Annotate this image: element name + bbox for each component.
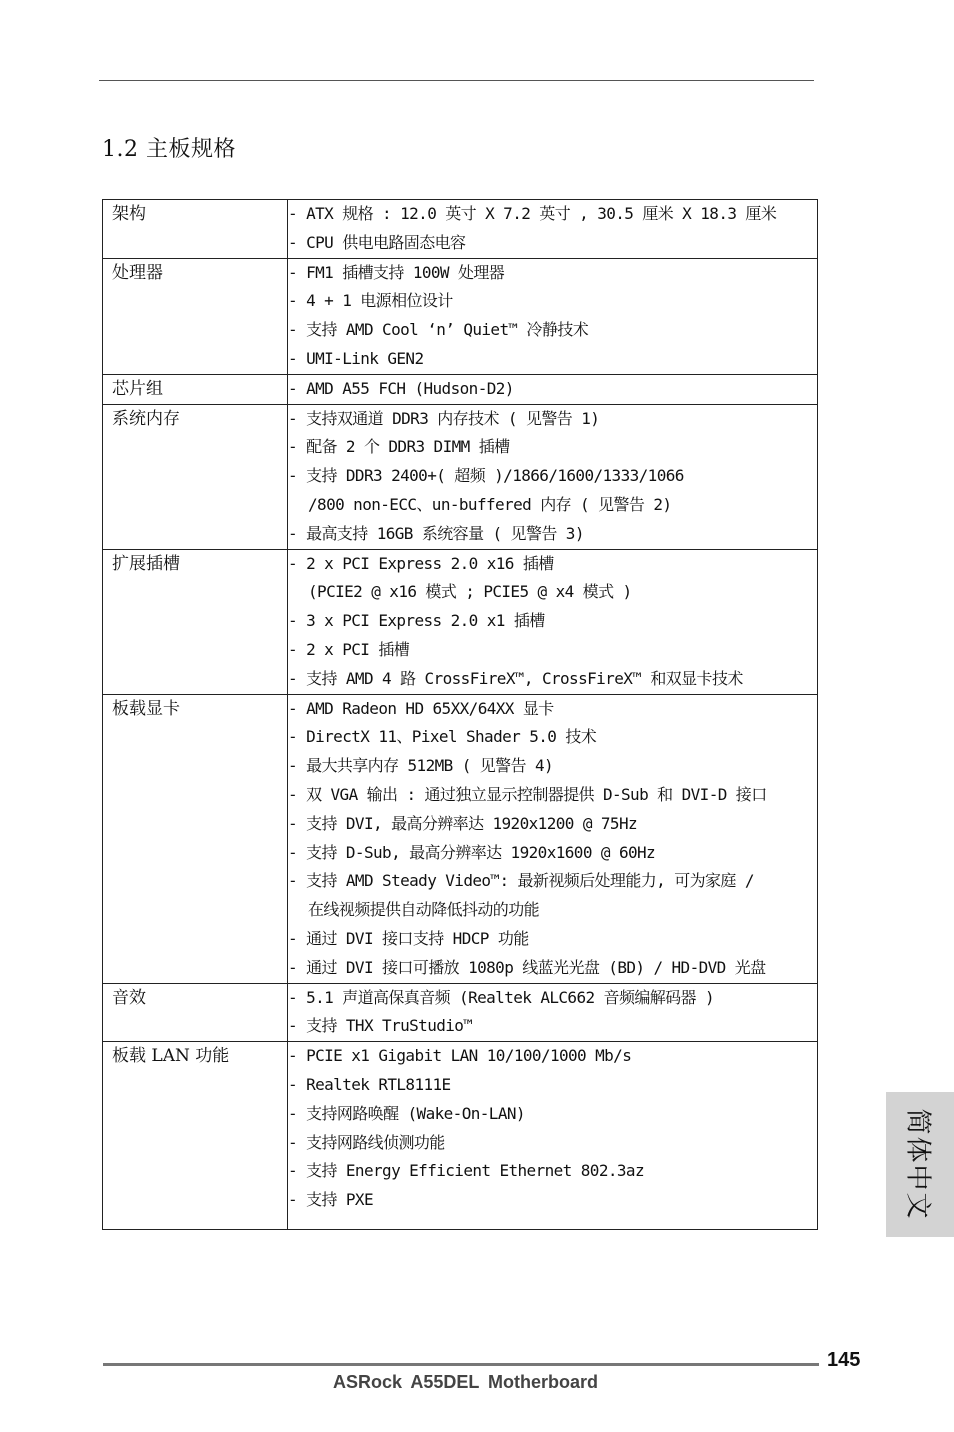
- spec-line: - 支持网路线侦测功能: [288, 1132, 445, 1152]
- spec-row: [103, 374, 818, 404]
- spec-line: - AMD A55 FCH (Hudson-D2): [288, 378, 514, 398]
- spec-line: - AMD Radeon HD 65XX/64XX 显卡: [288, 698, 554, 718]
- spec-row: [103, 694, 818, 983]
- spec-label: 架构: [103, 200, 288, 259]
- spec-row: [103, 1042, 818, 1230]
- spec-line: - 5.1 声道高保真音频 (Realtek ALC662 音频编解码器 ): [288, 987, 715, 1007]
- spec-row: [103, 549, 818, 694]
- spec-content: [288, 983, 818, 1042]
- spec-line: /800 non-ECC、un-buffered 内存 ( 见警告 2): [308, 494, 672, 514]
- spec-label: 板载显卡: [103, 694, 288, 983]
- section-title: 1.2 主板规格: [102, 137, 236, 162]
- spec-line: - 支持 THX TruStudio™: [288, 1016, 473, 1036]
- spec-line: - 支持 DVI, 最高分辨率达 1920x1200 @ 75Hz: [288, 813, 638, 833]
- spec-line: (PCIE2 @ x16 模式 ; PCIE5 @ x4 模式 ): [308, 582, 632, 602]
- spec-content: [288, 200, 818, 259]
- spec-line: - 3 x PCI Express 2.0 x1 插槽: [288, 611, 545, 631]
- spec-line: - PCIE x1 Gigabit LAN 10/100/1000 Mb/s: [288, 1046, 632, 1066]
- spec-line: - ATX 规格 : 12.0 英寸 X 7.2 英寸 , 30.5 厘米 X 18.3 厘米: [288, 204, 777, 223]
- spec-label: 芯片组: [103, 374, 288, 404]
- spec-content: [288, 694, 818, 983]
- spec-line: - 2 x PCI 插槽: [288, 639, 410, 659]
- spec-label: 扩展插槽: [103, 549, 288, 694]
- spec-content: [288, 404, 818, 549]
- footer-text: ASRock A55DEL Motherboard: [333, 1372, 599, 1392]
- spec-table: [102, 199, 818, 1230]
- spec-line: - 4 + 1 电源相位设计: [288, 291, 453, 311]
- spec-label: 音效: [103, 983, 288, 1042]
- spec-row: [103, 983, 818, 1042]
- spec-content: [288, 1042, 818, 1230]
- spec-line: - 支持 DDR3 2400+( 超频 )/1866/1600/1333/1066: [288, 466, 684, 486]
- bottom-rule: [103, 1363, 819, 1366]
- spec-row: [103, 200, 818, 259]
- spec-line: - 支持 AMD 4 路 CrossFireX™, CrossFireX™ 和双显卡技术: [288, 668, 743, 688]
- spec-line: - FM1 插槽支持 100W 处理器: [288, 262, 505, 282]
- language-tab: [886, 1092, 954, 1237]
- spec-line: - 支持 AMD Cool ‘n’ Quiet™ 冷静技术: [288, 320, 589, 340]
- spec-line: - CPU 供电电路固态电容: [288, 232, 466, 252]
- spec-line: - 支持 Energy Efficient Ethernet 802.3az: [288, 1161, 644, 1181]
- language-tab-label: 简体中文: [902, 1108, 933, 1221]
- spec-line: - 双 VGA 输出 : 通过独立显示控制器提供 D-Sub 和 DVI-D 接口: [288, 784, 767, 804]
- spec-line: - 支持 AMD Steady Video™: 最新视频后处理能力, 可为家庭 /: [288, 871, 754, 891]
- spec-line: - 通过 DVI 接口可播放 1080p 线蓝光光盘 (BD) / HD-DVD 光盘: [288, 957, 766, 977]
- spec-line: - UMI-Link GEN2: [288, 348, 424, 368]
- spec-line: - 支持 PXE: [288, 1190, 373, 1210]
- spec-row: [103, 258, 818, 374]
- page-number: 145: [827, 1349, 861, 1371]
- spec-line: - 最高支持 16GB 系统容量 ( 见警告 3): [288, 523, 584, 543]
- spec-line: 在线视频提供自动降低抖动的功能: [308, 900, 540, 920]
- spec-line: - 最大共享内存 512MB ( 见警告 4): [288, 756, 554, 776]
- spec-line: - 通过 DVI 接口支持 HDCP 功能: [288, 928, 529, 948]
- spec-line: - 支持 D-Sub, 最高分辨率达 1920x1600 @ 60Hz: [288, 842, 656, 862]
- spec-line: - 支持双通道 DDR3 内存技术 ( 见警告 1): [288, 408, 600, 428]
- spec-line: - DirectX 11、Pixel Shader 5.0 技术: [288, 727, 597, 747]
- spec-row: [103, 404, 818, 549]
- spec-line: - 支持网路唤醒 (Wake-On-LAN): [288, 1103, 525, 1123]
- top-rule: [99, 80, 814, 81]
- spec-label: 系统内存: [103, 404, 288, 549]
- spec-content: [288, 549, 818, 694]
- spec-content: [288, 258, 818, 374]
- spec-line: - Realtek RTL8111E: [288, 1074, 451, 1094]
- spec-label: 处理器: [103, 258, 288, 374]
- spec-line: - 2 x PCI Express 2.0 x16 插槽: [288, 553, 554, 573]
- spec-label: 板载 LAN 功能: [103, 1042, 288, 1230]
- spec-content: [288, 374, 818, 404]
- spec-line: - 配备 2 个 DDR3 DIMM 插槽: [288, 437, 510, 457]
